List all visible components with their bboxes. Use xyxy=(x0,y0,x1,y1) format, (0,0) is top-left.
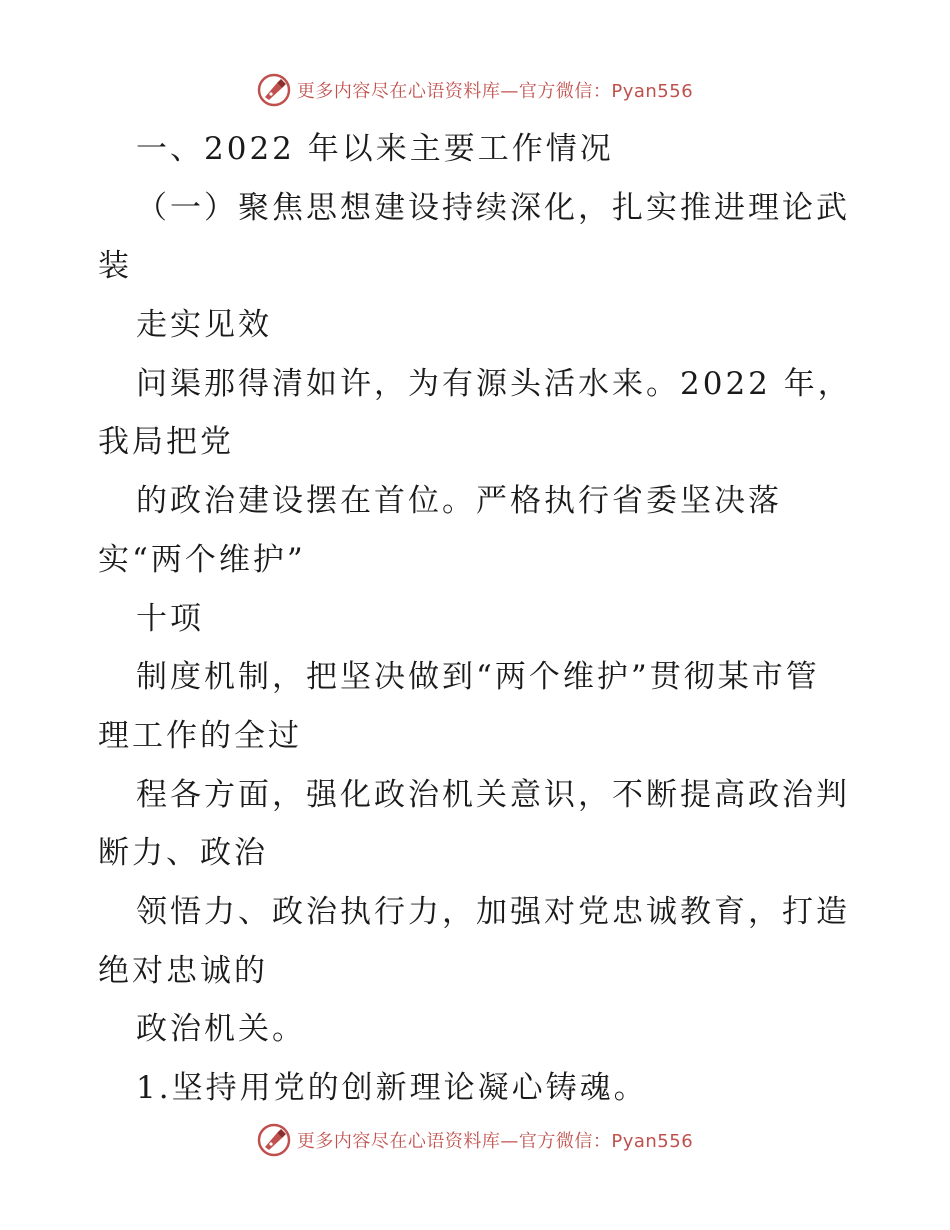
header-banner-text: 更多内容尽在心语资料库—官方微信：Pyan556 xyxy=(296,81,694,102)
text-line: 装 xyxy=(98,248,132,285)
text-line: （一）聚焦思想建设持续深化，扎实推进理论武 xyxy=(136,189,850,226)
text-line: 制度机制，把坚决做到“两个维护”贯彻某市管 xyxy=(136,659,820,696)
text-line: 十项 xyxy=(136,600,204,637)
text-line: 领悟力、政治执行力，加强对党忠诚教育，打造 xyxy=(136,893,850,930)
text-line: 理工作的全过 xyxy=(98,717,302,754)
text-line: 问渠那得清如许，为有源头活水来。2022 年， xyxy=(136,365,852,402)
footer-banner xyxy=(0,1120,950,1160)
header-banner xyxy=(0,70,950,110)
text-line: 实“两个维护” xyxy=(98,541,306,578)
pen-nib-logo-icon xyxy=(257,73,291,107)
footer-banner-text: 更多内容尽在心语资料库—官方微信：Pyan556 xyxy=(296,1131,694,1152)
text-line: 一、2022 年以来主要工作情况 xyxy=(136,131,614,167)
text-line: 我局把党 xyxy=(98,424,234,461)
text-line: 绝对忠诚的 xyxy=(98,952,268,989)
text-line: 的政治建设摆在首位。严格执行省委坚决落 xyxy=(136,483,782,520)
text-line: 走实见效 xyxy=(136,307,272,344)
pen-nib-logo-icon xyxy=(257,1123,291,1157)
text-line: 1.坚持用党的创新理论凝心铸魂。 xyxy=(136,1070,648,1106)
document-body xyxy=(98,120,858,1118)
text-line: 断力、政治 xyxy=(98,835,268,872)
text-line: 政治机关。 xyxy=(136,1011,306,1048)
text-line: 程各方面，强化政治机关意识，不断提高政治判 xyxy=(136,776,850,813)
